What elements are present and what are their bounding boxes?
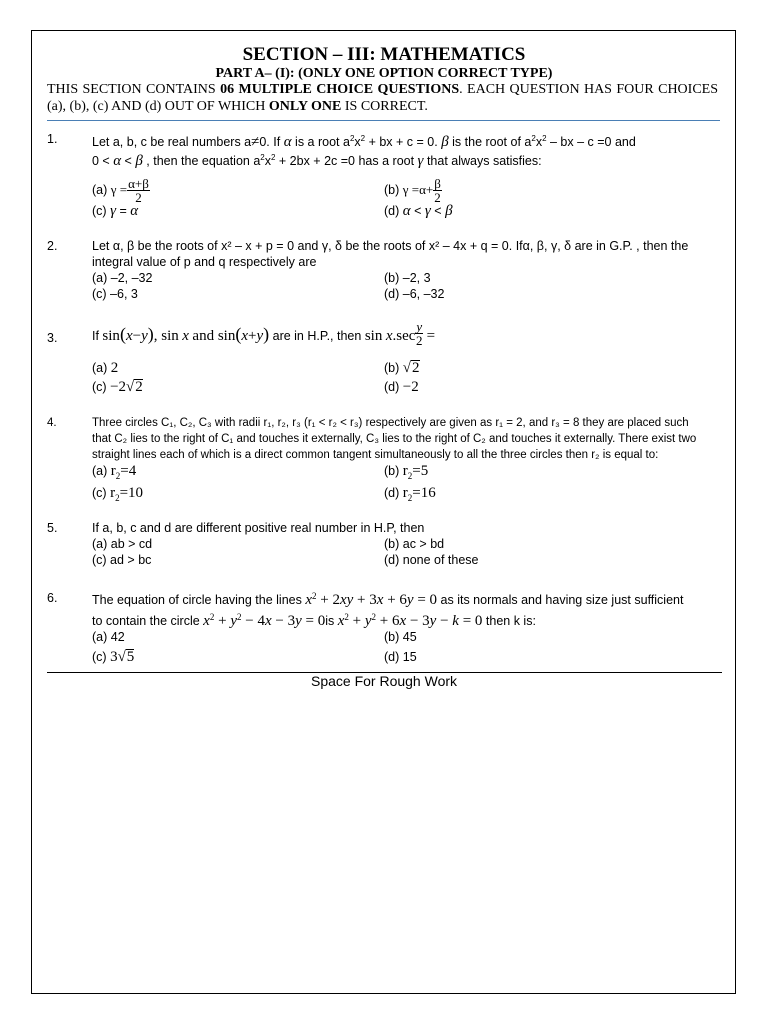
part-subtitle: PART A– (I): (ONLY ONE OPTION CORRECT TYPE) xyxy=(215,66,553,81)
option-c[interactable]: (c) γ = α xyxy=(92,203,139,220)
option-a[interactable]: (a) ab > cd xyxy=(92,537,153,551)
option-a[interactable]: (a) $r_2=4$ xyxy=(92,463,137,481)
divider xyxy=(47,120,720,121)
question-text: Three circles C₁, C₂, C₃ with radii r₁, r₂, r₃ (r₁ < r₂ < r₃) respectively are given as r₁ = 2, and r₃ = 8 they are placed such xyxy=(92,417,689,429)
question-text: Let a, b, c be real numbers a≠0. If α is a root $a^2x^2$ + bx + c = 0. β is the root of $a^2x^2$ – bx – c =0 and xyxy=(92,134,636,151)
section-title: SECTION – III: MATHEMATICS xyxy=(242,44,526,65)
option-a[interactable]: (a) 2 xyxy=(92,360,119,376)
option-b[interactable]: (b) –2, 3 xyxy=(384,271,431,285)
question-text: The equation of circle having the lines $x^2 + 2xy + 3x + 6y = 0$ as its normals and having size just sufficient xyxy=(92,591,684,609)
option-c[interactable]: (c) –6, 3 xyxy=(92,287,138,301)
question-text: If a, b, c and d are different positive real number in H.P, then xyxy=(92,521,425,535)
option-d[interactable]: (d) α < γ < β xyxy=(384,203,453,220)
question-text: Let α, β be the roots of x² – x + p = 0 and γ, δ be the roots of x² – 4x + q = 0. Ifα, β, γ, δ are in G.P. , then the xyxy=(92,239,689,253)
option-b[interactable]: (b) γ =α+ $\frac{\beta}{2}$ xyxy=(384,176,441,206)
option-d[interactable]: (d) 15 xyxy=(384,650,417,664)
option-d[interactable]: (d) none of these xyxy=(384,553,479,567)
option-a[interactable]: (a) γ = $\frac{\alpha+\beta}{2}$ xyxy=(92,176,149,206)
option-d[interactable]: (d) $r_2=16$ xyxy=(384,485,436,503)
rough-work-label: Space For Rough Work xyxy=(310,673,458,689)
option-c[interactable]: (c) −2√2 xyxy=(92,379,143,395)
section-instructions: THIS SECTION CONTAINS 06 MULTIPLE CHOICE QUESTIONS. EACH QUESTION HAS FOUR CHOICES (a), (b), (c) AND (d) OUT OF WHICH ONLY ONE IS CORRECT. xyxy=(47,82,718,114)
option-c[interactable]: (c) ad > bc xyxy=(92,553,152,567)
option-c[interactable]: (c) 3√5 xyxy=(92,649,135,665)
option-c[interactable]: (c) $r_2=10$ xyxy=(92,485,144,503)
option-d[interactable]: (d) –6, –32 xyxy=(384,287,445,301)
option-a[interactable]: (a) –2, –32 xyxy=(92,271,153,285)
option-b[interactable]: (b) ac > bd xyxy=(384,537,445,551)
question-text: If sin(x−y), sin x and sin(x+y) are in H.P., then sin x.sec $\frac{y}{2}$ = xyxy=(92,319,436,349)
option-b[interactable]: (b) 45 xyxy=(384,630,417,644)
option-b[interactable]: (b) √2 xyxy=(384,360,420,376)
option-b[interactable]: (b) $r_2=5$ xyxy=(384,463,429,481)
option-d[interactable]: (d) −2 xyxy=(384,379,419,395)
option-a[interactable]: (a) 42 xyxy=(92,630,125,644)
